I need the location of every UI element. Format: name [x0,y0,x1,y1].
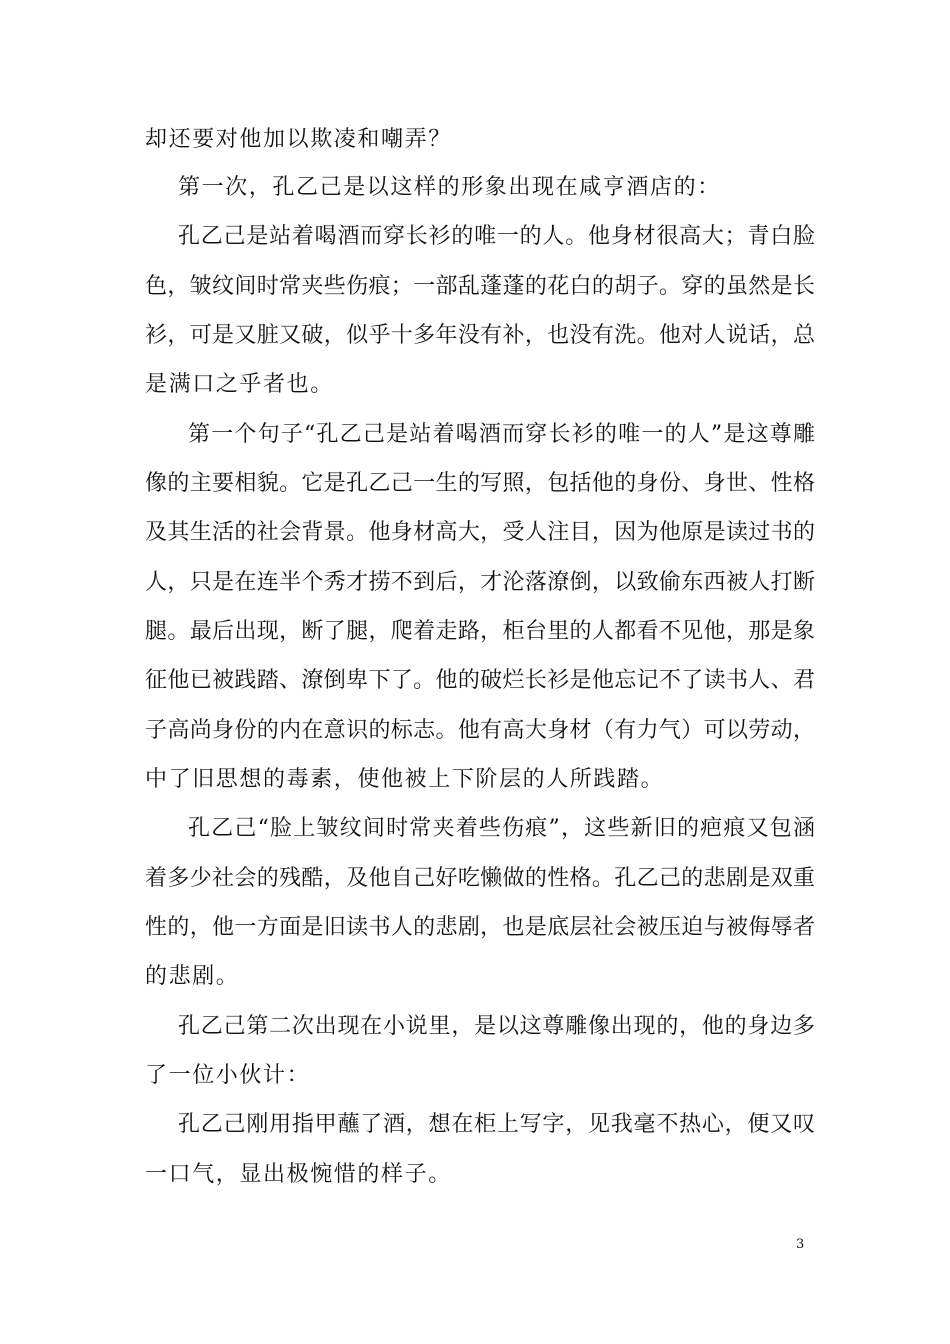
text-line-11: 腿。最后出现，断了腿，爬着走路，柜台里的人都看不见他，那是象 [145,619,815,644]
text-line-12: 征他已被践踏、潦倒卑下了。他的破烂长衫是他忘记不了读书人、君 [145,668,815,693]
text-line-16: 着多少社会的残酷，及他自己好吃懒做的性格。孔乙己的悲剧是双重 [145,866,815,891]
text-line-14: 中了旧思想的毒素，使他被上下阶层的人所践踏。 [145,767,665,792]
text-line-17: 性的，他一方面是旧读书人的悲剧，也是底层社会被压迫与被侮辱者 [145,915,815,940]
text-line-8: 像的主要相貌。它是孔乙己一生的写照，包括他的身份、身世、性格 [145,471,815,496]
text-line-15: 孔乙己“脸上皱纹间时常夹着些伤痕”，这些新旧的疤痕又包涵 [188,816,815,841]
text-line-1: 却还要对他加以欺凌和嘲弄？ [145,127,452,152]
text-line-7: 第一个句子“孔乙己是站着喝酒而穿长衫的唯一的人”是这尊雕 [188,422,815,447]
text-line-20: 了一位小伙计： [145,1063,311,1088]
text-line-6: 是满口之乎者也。 [145,372,334,397]
text-line-13: 子高尚身份的内在意识的标志。他有高大身材（有力气）可以劳动， [145,718,815,743]
text-line-5: 衫，可是又脏又破，似乎十多年没有补，也没有洗。他对人说话，总 [145,323,815,348]
text-line-3: 孔乙己是站着喝酒而穿长衫的唯一的人。他身材很高大；青白脸 [178,224,815,249]
text-line-18: 的悲剧。 [145,964,240,989]
text-line-9: 及其生活的社会背景。他身材高大，受人注目，因为他原是读过书的 [145,520,815,545]
text-line-4: 色，皱纹间时常夹些伤痕；一部乱蓬蓬的花白的胡子。穿的虽然是长 [145,274,815,299]
text-line-22: 一口气，显出极惋惜的样子。 [145,1162,452,1187]
text-line-2: 第一次，孔乙己是以这样的形象出现在咸亨酒店的： [178,175,721,200]
page-number: 3 [796,1237,805,1252]
text-line-10: 人，只是在连半个秀才捞不到后，才沦落潦倒，以致偷东西被人打断 [145,570,815,595]
text-line-21: 孔乙己刚用指甲蘸了酒，想在柜上写字，见我毫不热心，便又叹 [178,1112,815,1137]
text-line-19: 孔乙己第二次出现在小说里，是以这尊雕像出现的，他的身边多 [178,1014,815,1039]
